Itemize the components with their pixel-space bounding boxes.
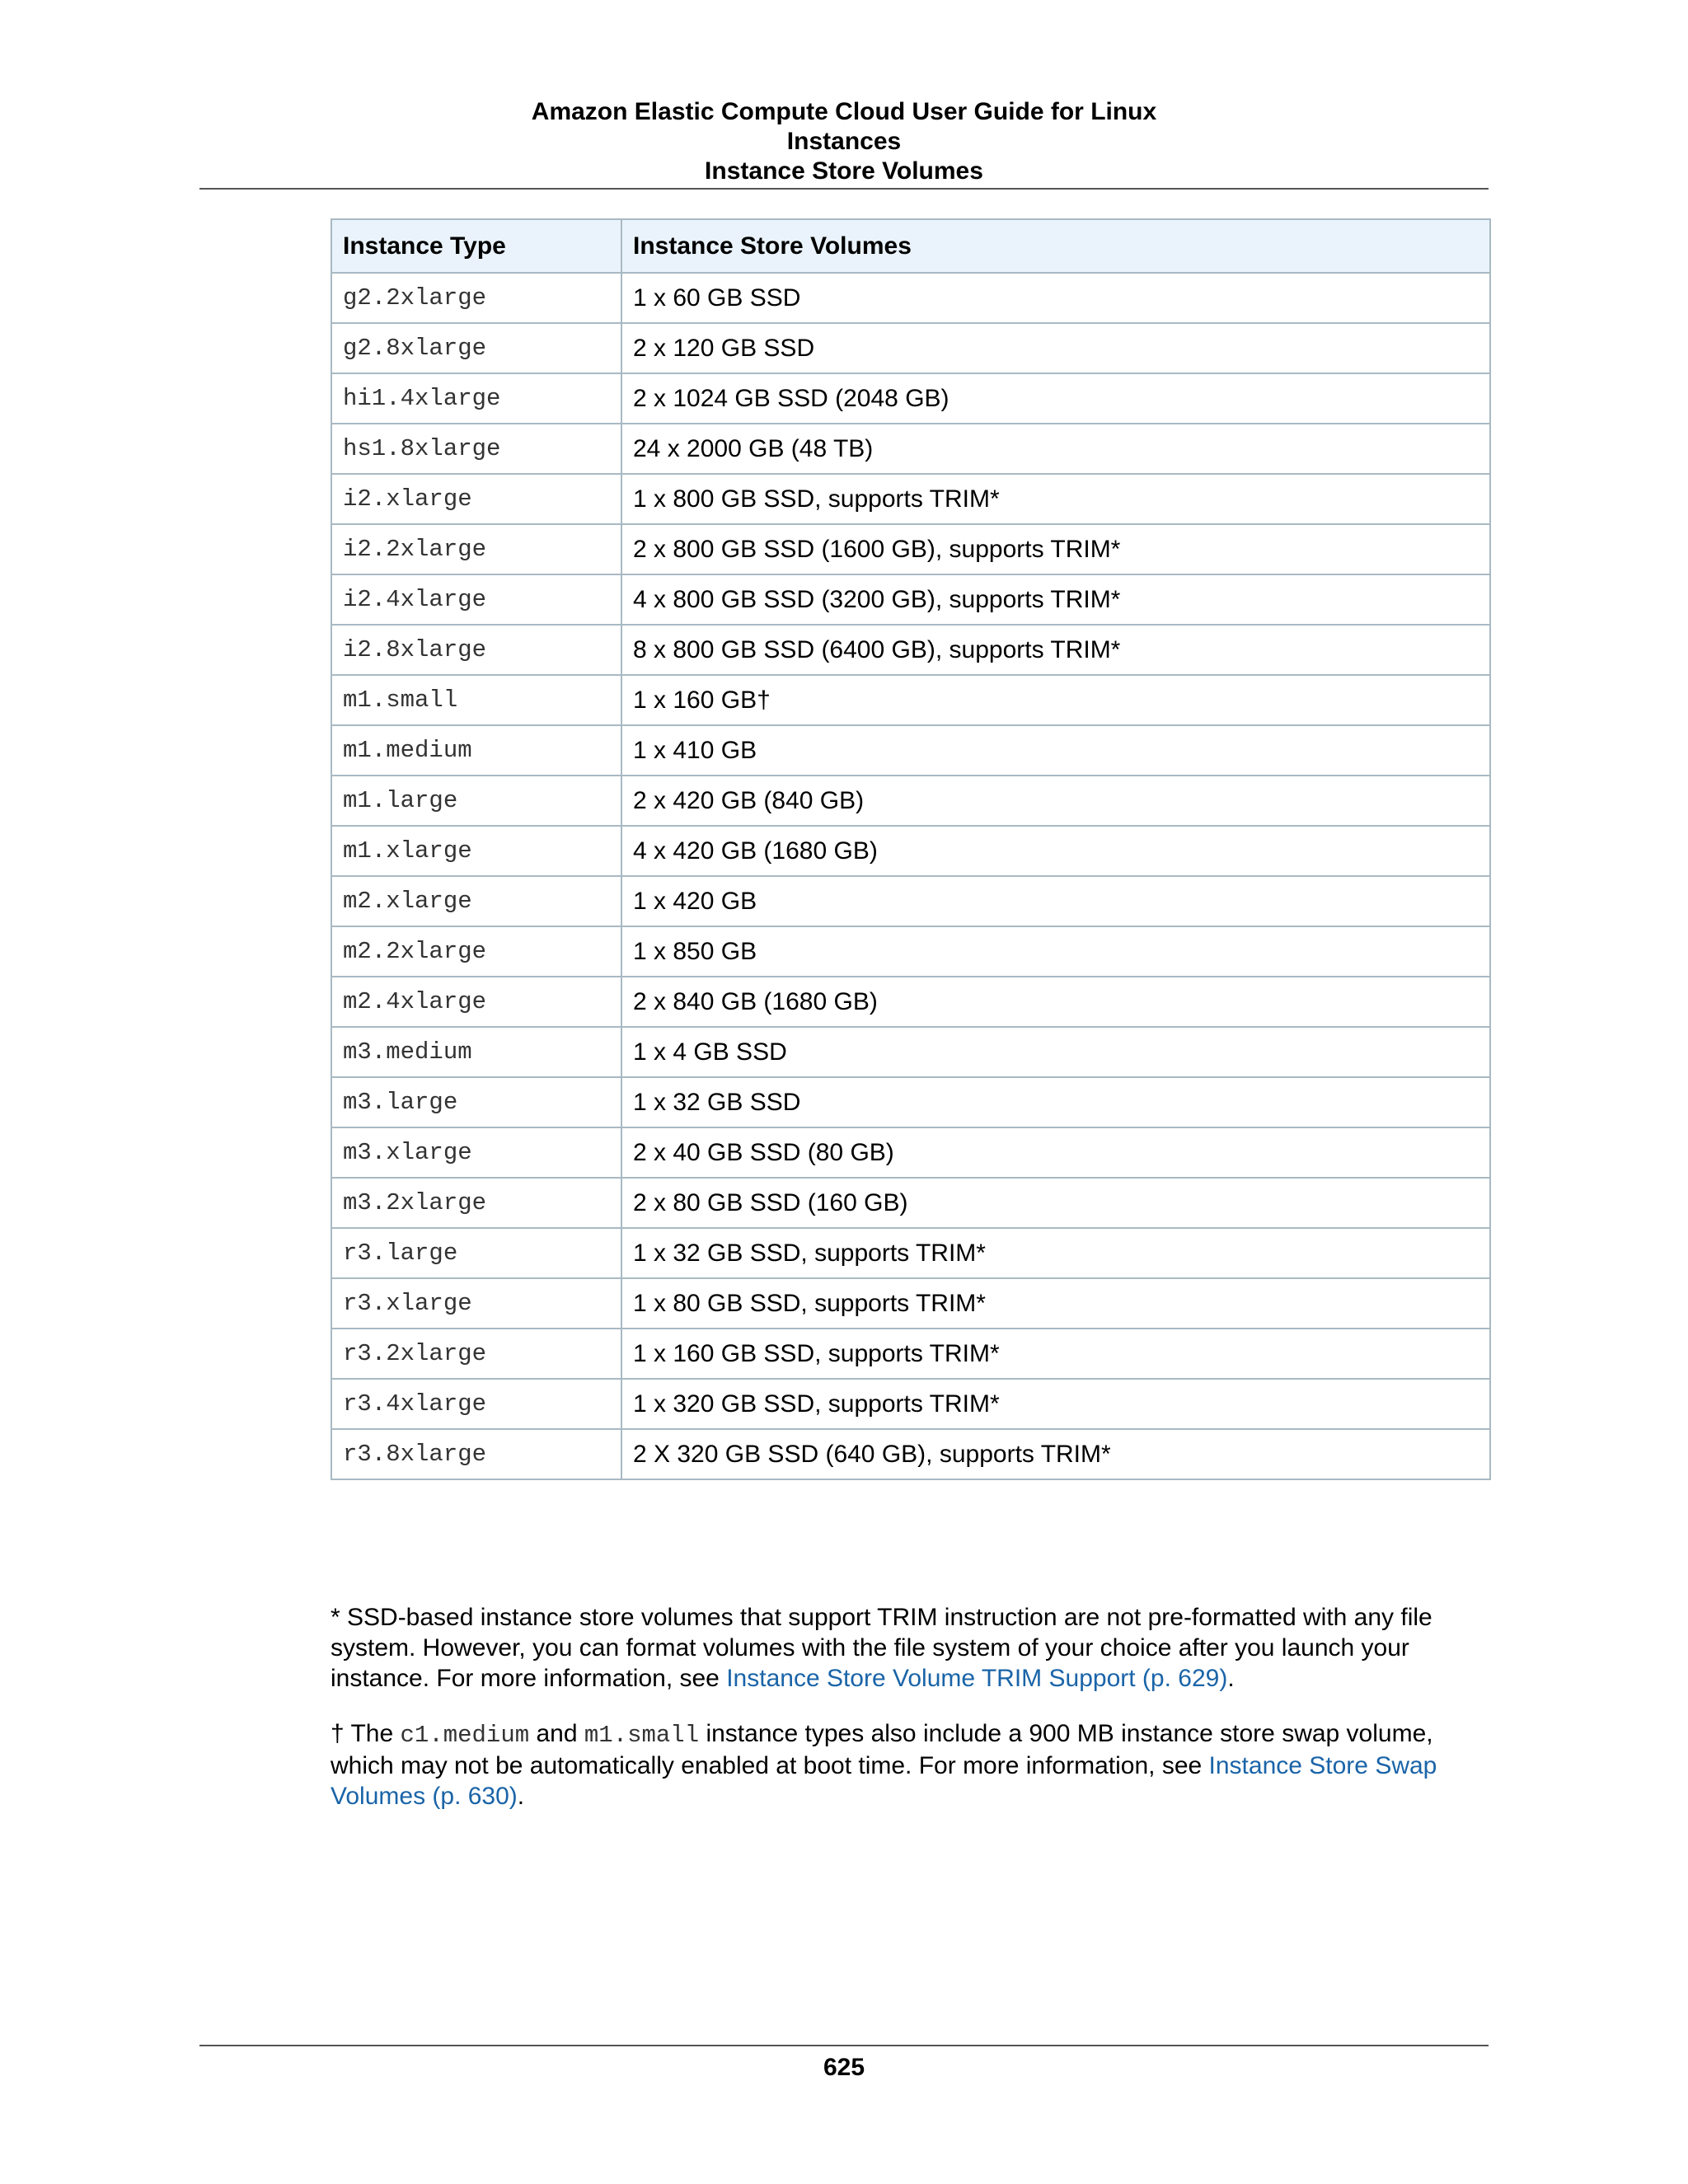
table-row — [331, 1278, 1490, 1329]
column-header-instance-store-volumes: Instance Store Volumes — [621, 219, 1490, 273]
table-row — [331, 776, 1490, 826]
instance-type-cell: hi1.4xlarge — [331, 373, 621, 424]
instance-store-volumes-cell: 1 x 850 GB — [621, 926, 1490, 977]
instance-type-cell: m2.4xlarge — [331, 977, 621, 1027]
instance-store-volumes-cell: 2 x 120 GB SSD — [621, 323, 1490, 373]
table-row — [331, 1127, 1490, 1178]
swap-footnote — [331, 1718, 1489, 1811]
instance-type-cell: r3.2xlarge — [331, 1329, 621, 1379]
table-row — [331, 424, 1490, 474]
c1-medium-code: c1.medium — [400, 1722, 530, 1749]
instance-store-volumes-cell: 2 x 800 GB SSD (1600 GB), supports TRIM* — [621, 524, 1490, 574]
instance-type-cell: r3.8xlarge — [331, 1429, 621, 1479]
section-title: Instances — [786, 128, 902, 155]
instance-store-volumes-cell: 1 x 80 GB SSD, supports TRIM* — [621, 1278, 1490, 1329]
instance-store-volumes-cell: 1 x 160 GB SSD, supports TRIM* — [621, 1329, 1490, 1379]
instance-store-volumes-cell: 4 x 420 GB (1680 GB) — [621, 826, 1490, 876]
instance-type-cell: m1.small — [331, 675, 621, 725]
instance-store-volumes-cell: 1 x 32 GB SSD — [621, 1077, 1490, 1127]
table-row — [331, 826, 1490, 876]
instance-store-volumes-cell: 2 x 80 GB SSD (160 GB) — [621, 1178, 1490, 1228]
instance-store-volumes-cell: 1 x 160 GB† — [621, 675, 1490, 725]
table-row — [331, 876, 1490, 926]
instance-store-volumes-cell: 24 x 2000 GB (48 TB) — [621, 424, 1490, 474]
table-row — [331, 1077, 1490, 1127]
instance-type-cell: i2.xlarge — [331, 474, 621, 524]
instance-store-volumes-cell: 2 x 420 GB (840 GB) — [621, 776, 1490, 826]
instance-store-volumes-cell: 1 x 32 GB SSD, supports TRIM* — [621, 1228, 1490, 1278]
table-row — [331, 1027, 1490, 1077]
instance-store-volumes-cell: 1 x 420 GB — [621, 876, 1490, 926]
trim-support-link[interactable]: Instance Store Volume TRIM Support (p. 629) — [726, 1665, 1228, 1692]
instance-store-volumes-cell: 2 x 1024 GB SSD (2048 GB) — [621, 373, 1490, 424]
table-row — [331, 1429, 1490, 1479]
instance-type-cell: m2.xlarge — [331, 876, 621, 926]
swap-volumes-link[interactable]: Instance Store Swap Volumes (p. 630) — [331, 1752, 1437, 1810]
instance-type-cell: i2.8xlarge — [331, 625, 621, 675]
swap-footnote-prefix: † The — [331, 1720, 401, 1747]
page-header — [199, 97, 1489, 186]
instance-store-volumes-cell: 1 x 800 GB SSD, supports TRIM* — [621, 474, 1490, 524]
instance-type-cell: m3.medium — [331, 1027, 621, 1077]
table-row — [331, 1329, 1490, 1379]
instance-type-cell: i2.4xlarge — [331, 574, 621, 625]
table-row — [331, 524, 1490, 574]
instance-store-volumes-cell: 1 x 410 GB — [621, 725, 1490, 776]
document-title: Amazon Elastic Compute Cloud User Guide for Linux — [531, 98, 1157, 125]
table-row — [331, 1178, 1490, 1228]
instance-store-volumes-cell: 1 x 320 GB SSD, supports TRIM* — [621, 1379, 1490, 1429]
instance-type-cell: m3.large — [331, 1077, 621, 1127]
trim-footnote — [331, 1602, 1489, 1694]
instance-store-volumes-cell: 4 x 800 GB SSD (3200 GB), supports TRIM* — [621, 574, 1490, 625]
swap-footnote-text: instance types also include a 900 MB instance store swap volume, which may not be automatically enabled at boot time. For more information, see — [331, 1720, 1433, 1779]
m1-small-code: m1.small — [584, 1722, 700, 1749]
instance-type-cell: m3.2xlarge — [331, 1178, 621, 1228]
instance-type-cell: i2.2xlarge — [331, 524, 621, 574]
trim-footnote-text: * SSD-based instance store volumes that support TRIM instruction are not pre-formatted with any file system. However, you can format volumes with the file system of your choice after you launch your instance. For more information, see — [331, 1604, 1432, 1692]
table-row — [331, 926, 1490, 977]
table-row — [331, 474, 1490, 524]
instance-store-table — [331, 218, 1491, 1480]
footnotes — [331, 1602, 1489, 1836]
page-number: 625 — [823, 2054, 865, 2081]
instance-type-cell: m1.xlarge — [331, 826, 621, 876]
instance-type-cell: g2.8xlarge — [331, 323, 621, 373]
instance-type-cell: m3.xlarge — [331, 1127, 621, 1178]
trim-footnote-end: . — [1227, 1665, 1235, 1692]
instance-type-cell: r3.4xlarge — [331, 1379, 621, 1429]
table-row — [331, 977, 1490, 1027]
instance-store-volumes-cell: 1 x 4 GB SSD — [621, 1027, 1490, 1077]
column-header-instance-type: Instance Type — [331, 219, 621, 273]
instance-type-cell: r3.large — [331, 1228, 621, 1278]
table-row — [331, 725, 1490, 776]
table-row — [331, 675, 1490, 725]
table-row — [331, 1379, 1490, 1429]
instance-type-cell: r3.xlarge — [331, 1278, 621, 1329]
table-row — [331, 1228, 1490, 1278]
footer-divider — [199, 2045, 1489, 2046]
instance-store-volumes-cell: 2 x 840 GB (1680 GB) — [621, 977, 1490, 1027]
table-row — [331, 273, 1490, 323]
table-row — [331, 373, 1490, 424]
table-body — [331, 273, 1490, 1479]
instance-type-cell: m2.2xlarge — [331, 926, 621, 977]
swap-footnote-and: and — [529, 1720, 584, 1747]
subsection-title: Instance Store Volumes — [705, 157, 983, 185]
instance-store-volumes-cell: 1 x 60 GB SSD — [621, 273, 1490, 323]
table-row — [331, 574, 1490, 625]
table-row — [331, 323, 1490, 373]
instance-type-cell: hs1.8xlarge — [331, 424, 621, 474]
instance-store-volumes-cell: 2 x 40 GB SSD (80 GB) — [621, 1127, 1490, 1178]
instance-store-volumes-cell: 8 x 800 GB SSD (6400 GB), supports TRIM* — [621, 625, 1490, 675]
instance-type-cell: g2.2xlarge — [331, 273, 621, 323]
instance-store-volumes-cell: 2 X 320 GB SSD (640 GB), supports TRIM* — [621, 1429, 1490, 1479]
instance-type-cell: m1.large — [331, 776, 621, 826]
swap-footnote-end: . — [517, 1783, 525, 1810]
table-row — [331, 625, 1490, 675]
instance-type-cell: m1.medium — [331, 725, 621, 776]
table-header-row — [331, 219, 1490, 273]
header-divider — [199, 188, 1489, 190]
